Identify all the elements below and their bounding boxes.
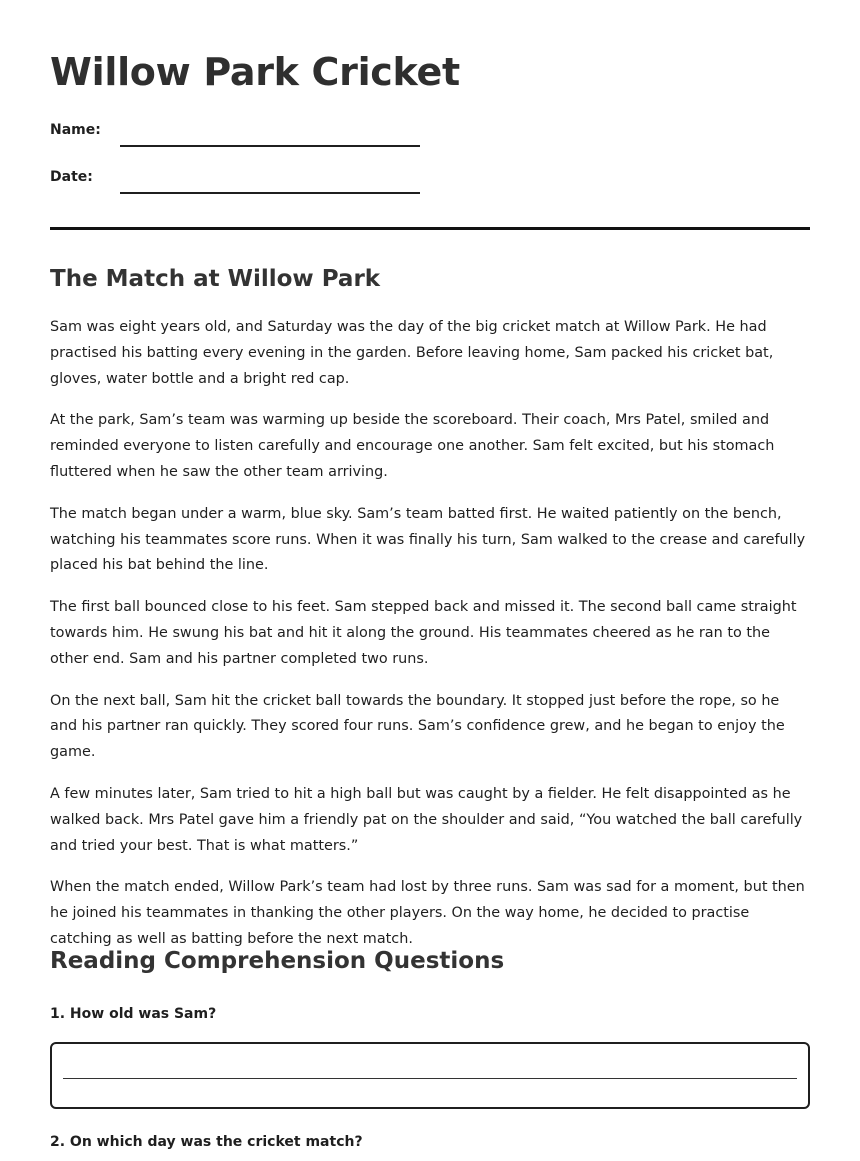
story-paragraph: At the park, Sam’s team was warming up beside the scoreboard. Their coach, Mrs Patel, smiled and reminded everyone to listen carefully and encourage one another. Sam felt excited, but his stomach fluttered when he saw the other team arriving. — [50, 412, 775, 480]
question-2: 2. On which day was the cricket match? — [50, 1134, 363, 1150]
name-write-line — [120, 145, 420, 147]
story-heading: The Match at Willow Park — [50, 266, 381, 292]
date-write-line — [120, 192, 420, 194]
story-paragraph: Sam was eight years old, and Saturday was the day of the big cricket match at Willow Park. He had practised his batting every evening in the garden. Before leaving home, Sam packed his cricket bat, gloves, water bottle and a bright red cap. — [50, 319, 774, 387]
date-field — [50, 169, 420, 193]
question-1: 1. How old was Sam? — [50, 1006, 217, 1022]
answer-line — [63, 1078, 797, 1079]
worksheet-title: Willow Park Cricket — [50, 50, 460, 94]
answer-box-1[interactable] — [50, 1042, 810, 1109]
story-paragraph: The match began under a warm, blue sky. Sam’s team batted first. He waited patiently on the bench, watching his teammates score runs. When it was finally his turn, Sam walked to the crease and carefully placed his bat behind the line. — [50, 505, 806, 574]
story-paragraph: The first ball bounced close to his feet. Sam stepped back and missed it. The second ball came straight towards him. He swung his bat and hit it along the ground. His teammates cheered as he ran to the other end. Sam and his partner completed two runs. — [50, 599, 797, 667]
story-paragraph: On the next ball, Sam hit the cricket ball towards the boundary. It stopped just before the rope, so he and his partner ran quickly. They scored four runs. Sam’s confidence grew, and he began to enjoy the game. — [50, 692, 785, 761]
header-divider — [50, 227, 810, 230]
story-paragraph: When the match ended, Willow Park’s team had lost by three runs. Sam was sad for a moment, but then he joined his teammates in thanking the other players. On the way home, he decided to practise catching as well as batting before the next match. — [50, 879, 805, 947]
story-text — [50, 315, 810, 969]
story-paragraph: A few minutes later, Sam tried to hit a high ball but was caught by a fielder. He felt disappointed as he walked back. Mrs Patel gave him a friendly pat on the shoulder and said, “You watched the ball carefully and tried your best. That is what matters.” — [50, 785, 803, 854]
name-field — [50, 122, 420, 146]
questions-heading: Reading Comprehension Questions — [50, 948, 505, 974]
date-label: Date: — [50, 169, 93, 185]
name-label: Name: — [50, 122, 101, 138]
